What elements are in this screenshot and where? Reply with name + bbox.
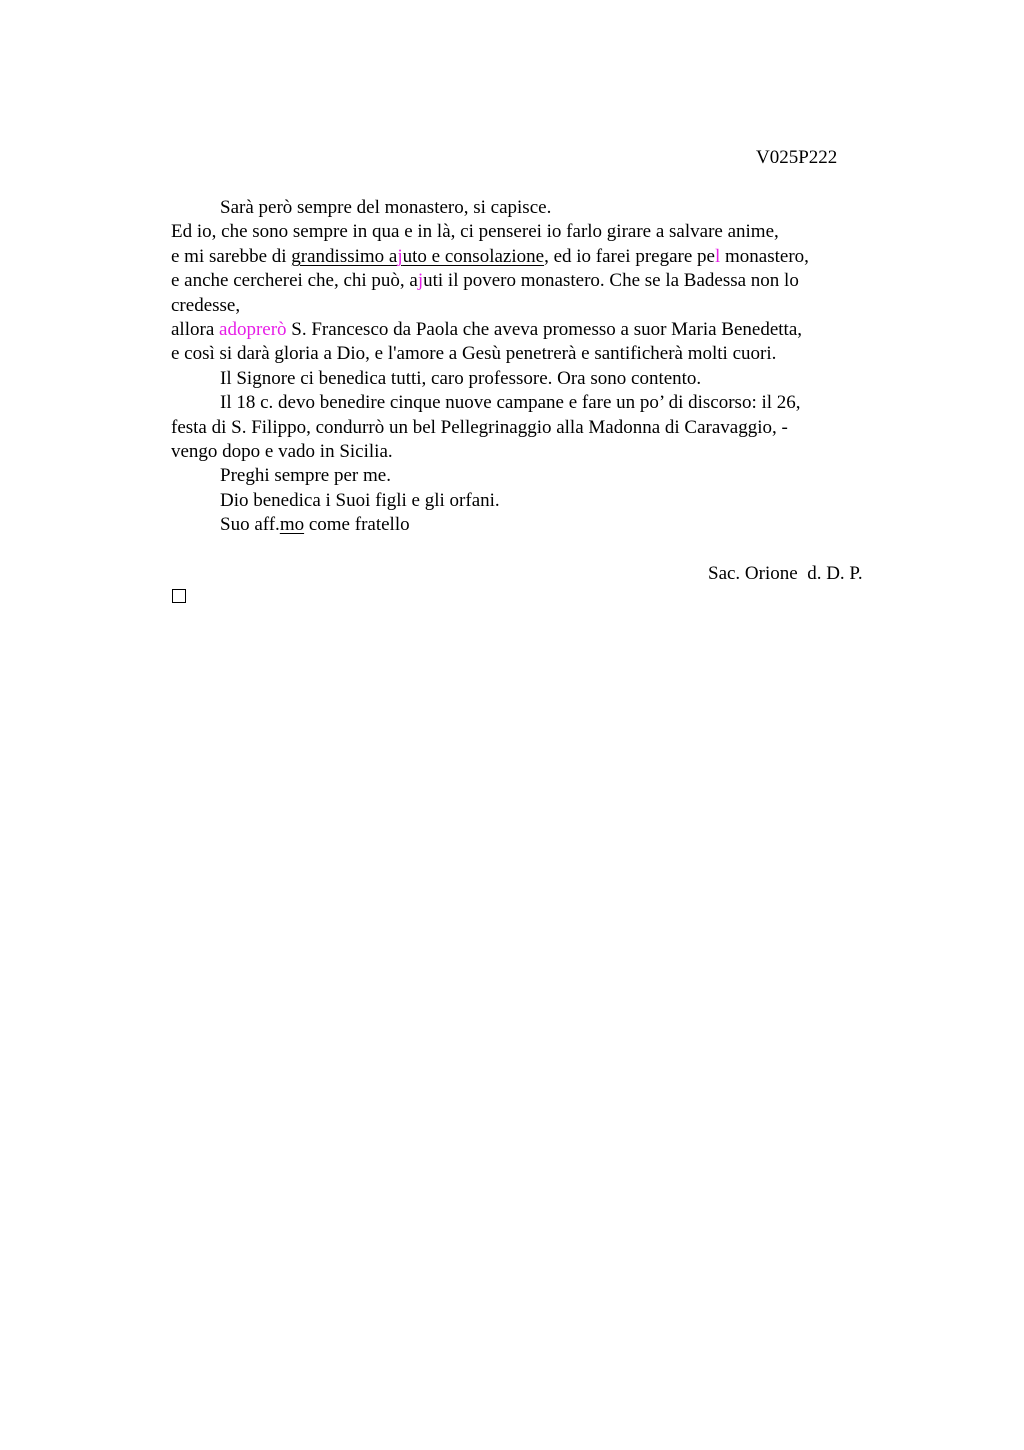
annotation-letter: l xyxy=(714,245,721,267)
letter-line-12: Preghi sempre per me. xyxy=(220,465,391,487)
annotation-word: adoprerò xyxy=(219,318,287,340)
square-outline-icon xyxy=(172,589,186,603)
letter-line-9: Il 18 c. devo benedire cinque nuove campane e fare un po’ di discorso: il 26, xyxy=(220,392,801,414)
letter-body xyxy=(171,196,871,537)
letter-line-4 xyxy=(171,269,871,293)
letter-line-5: credesse, xyxy=(171,294,241,316)
text-segment: allora xyxy=(171,318,220,340)
text-segment: uti il povero monastero. Che se la Badessa non lo xyxy=(423,270,799,292)
text-segment: e mi sarebbe di xyxy=(171,245,292,267)
letter-line-14 xyxy=(171,513,871,537)
letter-line-8: Il Signore ci benedica tutti, caro professore. Ora sono contento. xyxy=(220,367,702,389)
text-segment: grandissimo a xyxy=(291,245,398,267)
letter-line-2: Ed io, che sono sempre in qua e in là, ci penserei io farlo girare a salvare anime, xyxy=(171,221,779,243)
text-segment: S. Francesco da Paola che aveva promesso a suor Maria Benedetta, xyxy=(286,318,803,340)
letter-line-10: festa di S. Filippo, condurrò un bel Pellegrinaggio alla Madonna di Caravaggio, - xyxy=(171,416,788,438)
text-segment: , ed io farei pregare pe xyxy=(544,245,715,267)
underlined-phrase xyxy=(291,246,544,267)
letter-line-6 xyxy=(171,318,871,342)
signature: Sac. Orione d. D. P. xyxy=(708,563,863,584)
text-segment: come fratello xyxy=(304,514,410,536)
text-segment: Suo aff. xyxy=(220,514,280,536)
text-segment: e anche cercherei che, chi può, a xyxy=(171,270,418,292)
letter-line-13: Dio benedica i Suoi figli e gli orfani. xyxy=(220,489,500,511)
text-segment: uto e consolazione xyxy=(402,245,545,267)
letter-line-3 xyxy=(171,245,871,269)
underlined-abbreviation: mo xyxy=(279,514,305,536)
letter-line-1: Sarà però sempre del monastero, si capisce. xyxy=(220,197,552,218)
letter-line-7: e così si darà gloria a Dio, e l'amore a Gesù penetrerà e santificherà molti cuori. xyxy=(171,343,777,365)
letter-line-11: vengo dopo e vado in Sicilia. xyxy=(171,440,393,462)
annotation-letter: j xyxy=(417,270,424,292)
annotation-letter: j xyxy=(397,245,403,267)
page-reference: V025P222 xyxy=(756,147,838,168)
text-segment: monastero, xyxy=(720,245,809,267)
